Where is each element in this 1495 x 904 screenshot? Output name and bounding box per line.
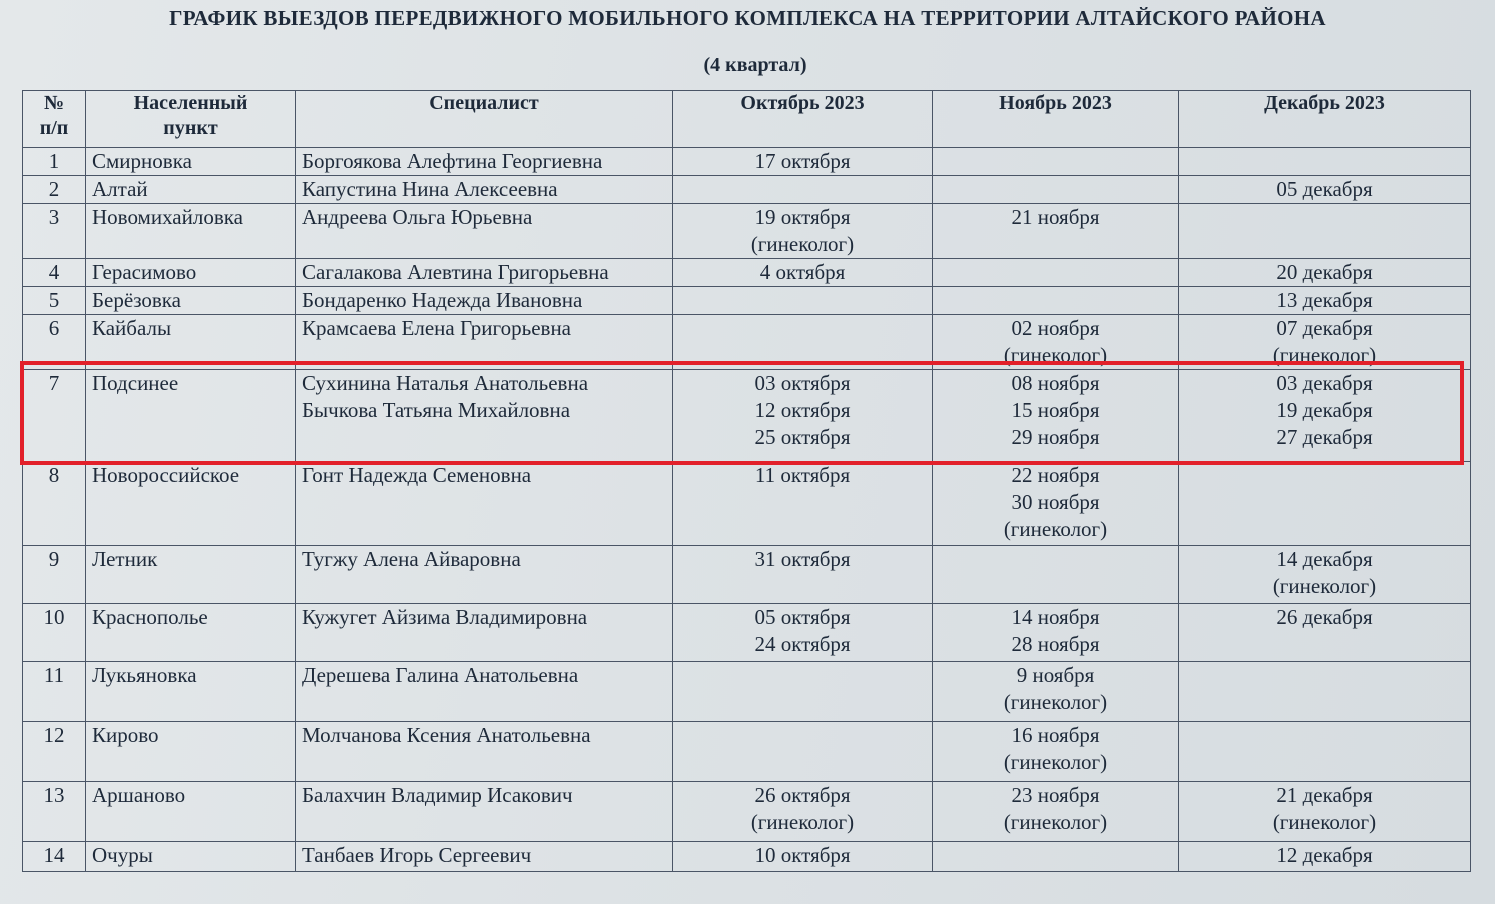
specialist-cell xyxy=(296,722,673,782)
row-number: 5 xyxy=(23,287,86,315)
visit-date: 25 октября xyxy=(754,425,851,449)
visit-date: 24 октября xyxy=(754,632,851,656)
visit-date: 21 ноября xyxy=(1011,205,1100,229)
specialist-cell xyxy=(296,546,673,604)
december-dates-cell xyxy=(1179,315,1471,370)
december-dates-cell xyxy=(1179,604,1471,662)
row-number: 4 xyxy=(23,259,86,287)
visit-date: 29 ноября xyxy=(1011,425,1100,449)
visit-date: 9 ноября xyxy=(1016,663,1095,687)
visit-date: 23 ноября xyxy=(1011,783,1100,807)
table-row xyxy=(23,204,1471,259)
specialist-name: Балахчин Владимир Исакович xyxy=(302,783,573,807)
header-october: Октябрь 2023 xyxy=(673,91,933,148)
visit-date: 14 декабря xyxy=(1276,547,1373,571)
visit-date: 12 декабря xyxy=(1276,843,1373,867)
row-number: 2 xyxy=(23,176,86,204)
row-number: 1 xyxy=(23,148,86,176)
visit-date: 05 декабря xyxy=(1276,177,1373,201)
specialist-cell xyxy=(296,604,673,662)
specialist-name: Крамсаева Елена Григорьевна xyxy=(302,316,572,340)
table-row xyxy=(23,315,1471,370)
settlement-name: Лукьяновка xyxy=(86,662,296,722)
october-dates-cell xyxy=(673,782,933,842)
november-dates-cell xyxy=(933,662,1179,722)
settlement-name: Новомихайловка xyxy=(86,204,296,259)
visit-date: 30 ноября xyxy=(1011,490,1100,514)
specialist-cell xyxy=(296,782,673,842)
visit-date: 02 ноября xyxy=(1011,316,1100,340)
header-december: Декабрь 2023 xyxy=(1179,91,1471,148)
table-row xyxy=(23,148,1471,176)
december-dates-cell xyxy=(1179,722,1471,782)
december-dates-cell xyxy=(1179,842,1471,872)
specialist-name: Боргоякова Алефтина Георгиевна xyxy=(302,149,603,173)
row-number: 7 xyxy=(23,370,86,462)
november-dates-cell xyxy=(933,722,1179,782)
november-dates-cell xyxy=(933,315,1179,370)
specialist-name: Андреева Ольга Юрьевна xyxy=(302,205,533,229)
november-dates-cell xyxy=(933,842,1179,872)
november-dates-cell xyxy=(933,370,1179,462)
row-number: 11 xyxy=(23,662,86,722)
november-dates-cell xyxy=(933,259,1179,287)
header-specialist: Специалист xyxy=(296,91,673,148)
row-number: 6 xyxy=(23,315,86,370)
specialist-name: Кужугет Айзима Владимировна xyxy=(302,605,588,629)
visit-date: 17 октября xyxy=(754,149,851,173)
settlement-name: Аршаново xyxy=(86,782,296,842)
specialist-cell xyxy=(296,462,673,546)
visit-date: 4 октября xyxy=(759,260,846,284)
schedule-body xyxy=(23,148,1471,872)
visit-date: 19 октября xyxy=(754,205,851,229)
specialist-name: Сухинина Наталья Анатольевна xyxy=(302,371,589,395)
october-dates-cell xyxy=(673,462,933,546)
visit-date: (гинеколог) xyxy=(1272,574,1377,598)
specialist-cell xyxy=(296,287,673,315)
specialist-name: Дерешева Галина Анатольевна xyxy=(302,663,579,687)
december-dates-cell xyxy=(1179,662,1471,722)
header-november: Ноябрь 2023 xyxy=(933,91,1179,148)
table-row xyxy=(23,176,1471,204)
specialist-name: Танбаев Игорь Сергеевич xyxy=(302,843,532,867)
document-title: ГРАФИК ВЫЕЗДОВ ПЕРЕДВИЖНОГО МОБИЛЬНОГО КОМПЛЕКСА НА ТЕРРИТОРИИ АЛТАЙСКОГО РАЙОНА xyxy=(169,6,1326,30)
specialist-cell xyxy=(296,842,673,872)
december-dates-cell xyxy=(1179,148,1471,176)
table-row xyxy=(23,462,1471,546)
settlement-name: Летник xyxy=(86,546,296,604)
november-dates-cell xyxy=(933,148,1179,176)
specialist-name: Тугжу Алена Айваровна xyxy=(302,547,521,571)
row-number: 13 xyxy=(23,782,86,842)
visit-date: (гинеколог) xyxy=(1003,750,1108,774)
table-row xyxy=(23,546,1471,604)
visit-date: 27 декабря xyxy=(1276,425,1373,449)
visit-date: 12 октября xyxy=(754,398,851,422)
header-num: № п/п xyxy=(23,91,86,148)
october-dates-cell xyxy=(673,148,933,176)
visit-date: 05 октября xyxy=(754,605,851,629)
table-row xyxy=(23,287,1471,315)
visit-date: (гинеколог) xyxy=(750,232,855,256)
settlement-name: Алтай xyxy=(86,176,296,204)
december-dates-cell xyxy=(1179,287,1471,315)
october-dates-cell xyxy=(673,259,933,287)
visit-date: 11 октября xyxy=(754,463,851,487)
document-subtitle: (4 квартал) xyxy=(703,54,807,76)
visit-date: 14 ноября xyxy=(1011,605,1100,629)
visit-date: (гинеколог) xyxy=(1003,343,1108,367)
visit-date: 20 декабря xyxy=(1276,260,1373,284)
visit-date: 15 ноября xyxy=(1011,398,1100,422)
visit-date: 03 декабря xyxy=(1276,371,1373,395)
table-header-row xyxy=(23,91,1471,148)
december-dates-cell xyxy=(1179,782,1471,842)
october-dates-cell xyxy=(673,662,933,722)
october-dates-cell xyxy=(673,546,933,604)
visit-date: 10 октября xyxy=(754,843,851,867)
row-number: 10 xyxy=(23,604,86,662)
december-dates-cell xyxy=(1179,176,1471,204)
december-dates-cell xyxy=(1179,462,1471,546)
visit-date: 26 октября xyxy=(754,783,851,807)
specialist-cell xyxy=(296,204,673,259)
december-dates-cell xyxy=(1179,546,1471,604)
table-row xyxy=(23,370,1471,462)
table-row xyxy=(23,722,1471,782)
october-dates-cell xyxy=(673,604,933,662)
table-row xyxy=(23,842,1471,872)
settlement-name: Смирновка xyxy=(86,148,296,176)
visit-date: (гинеколог) xyxy=(1003,810,1108,834)
row-number: 9 xyxy=(23,546,86,604)
specialist-cell xyxy=(296,315,673,370)
visit-date: (гинеколог) xyxy=(1003,517,1108,541)
visit-date: 19 декабря xyxy=(1276,398,1373,422)
specialist-cell xyxy=(296,148,673,176)
october-dates-cell xyxy=(673,315,933,370)
specialist-cell xyxy=(296,662,673,722)
settlement-name: Новороссийское xyxy=(86,462,296,546)
visit-date: 07 декабря xyxy=(1276,316,1373,340)
header-place: Населенный пункт xyxy=(86,91,296,148)
visit-date: (гинеколог) xyxy=(750,810,855,834)
visit-date: 13 декабря xyxy=(1276,288,1373,312)
november-dates-cell xyxy=(933,204,1179,259)
row-number: 3 xyxy=(23,204,86,259)
november-dates-cell xyxy=(933,176,1179,204)
november-dates-cell xyxy=(933,546,1179,604)
visit-date: 16 ноября xyxy=(1011,723,1100,747)
specialist-cell xyxy=(296,259,673,287)
row-number: 12 xyxy=(23,722,86,782)
november-dates-cell xyxy=(933,287,1179,315)
visit-date: 08 ноября xyxy=(1011,371,1100,395)
november-dates-cell xyxy=(933,604,1179,662)
visit-date: (гинеколог) xyxy=(1272,343,1377,367)
specialist-name: Бычкова Татьяна Михайловна xyxy=(302,398,571,422)
specialist-name: Капустина Нина Алексеевна xyxy=(302,177,558,201)
settlement-name: Краснополье xyxy=(86,604,296,662)
december-dates-cell xyxy=(1179,259,1471,287)
specialist-name: Сагалакова Алевтина Григорьевна xyxy=(302,260,609,284)
visit-date: 28 ноября xyxy=(1011,632,1100,656)
visit-date: 22 ноября xyxy=(1011,463,1100,487)
schedule-table xyxy=(22,90,1471,872)
specialist-cell xyxy=(296,370,673,462)
visit-date: 03 октября xyxy=(754,371,851,395)
october-dates-cell xyxy=(673,722,933,782)
visit-date: 31 октября xyxy=(754,547,851,571)
november-dates-cell xyxy=(933,782,1179,842)
table-row xyxy=(23,662,1471,722)
october-dates-cell xyxy=(673,287,933,315)
row-number: 8 xyxy=(23,462,86,546)
visit-date: (гинеколог) xyxy=(1003,690,1108,714)
december-dates-cell xyxy=(1179,204,1471,259)
settlement-name: Кирово xyxy=(86,722,296,782)
october-dates-cell xyxy=(673,204,933,259)
table-row xyxy=(23,259,1471,287)
visit-date: (гинеколог) xyxy=(1272,810,1377,834)
visit-date: 21 декабря xyxy=(1276,783,1373,807)
specialist-cell xyxy=(296,176,673,204)
row-number: 14 xyxy=(23,842,86,872)
december-dates-cell xyxy=(1179,370,1471,462)
november-dates-cell xyxy=(933,462,1179,546)
settlement-name: Герасимово xyxy=(86,259,296,287)
october-dates-cell xyxy=(673,842,933,872)
settlement-name: Кайбалы xyxy=(86,315,296,370)
settlement-name: Подсинее xyxy=(86,370,296,462)
settlement-name: Берёзовка xyxy=(86,287,296,315)
table-row xyxy=(23,782,1471,842)
specialist-name: Гонт Надежда Семеновна xyxy=(302,463,532,487)
table-row xyxy=(23,604,1471,662)
october-dates-cell xyxy=(673,370,933,462)
specialist-name: Молчанова Ксения Анатольевна xyxy=(302,723,591,747)
visit-date: 26 декабря xyxy=(1276,605,1373,629)
october-dates-cell xyxy=(673,176,933,204)
settlement-name: Очуры xyxy=(86,842,296,872)
specialist-name: Бондаренко Надежда Ивановна xyxy=(302,288,583,312)
